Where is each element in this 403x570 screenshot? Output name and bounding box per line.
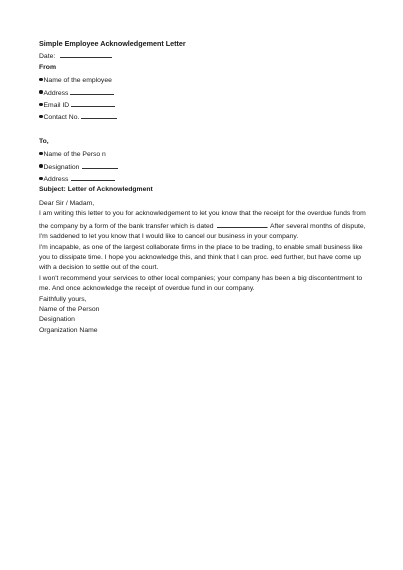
- paragraph-1-text-b: . After several months of dispute,: [266, 222, 366, 230]
- signature-name: Name of the Person: [39, 305, 100, 313]
- paragraph-2-line-1: I'm incapable, as one of the largest collaborate firms in the place to be trading, to enable small business like: [39, 243, 363, 251]
- email-blank: [71, 99, 115, 107]
- closing: Faithfully yours,: [39, 295, 87, 303]
- from-item-address: [39, 87, 369, 99]
- paragraph-1-text-a: the company by a form of the bank transfer which is dated: [39, 222, 214, 230]
- salutation: Dear Sir / Madam,: [39, 199, 95, 207]
- paragraph-1-line-3: I'm saddened to let you know that I would like to cancel our business in your company.: [39, 233, 299, 241]
- letter-body: [39, 39, 369, 336]
- bullet-icon: [39, 78, 43, 82]
- bullet-icon: [39, 152, 43, 156]
- bullet-icon: [39, 164, 43, 168]
- from-item-name: [39, 76, 369, 86]
- address-blank: [70, 87, 114, 95]
- to-item-label: Address: [43, 176, 69, 184]
- paragraph-1-line-1: I am writing this letter to you for acknowledgement to let you know that the receipt for the overdue funds from: [39, 210, 366, 218]
- letter-title: Simple Employee Acknowledgement Letter: [39, 39, 186, 48]
- signature-organization: Organization Name: [39, 326, 98, 334]
- to-heading: To,: [39, 137, 49, 145]
- to-item-designation: [39, 161, 369, 173]
- date-blank: [60, 50, 112, 58]
- from-item-label: Email ID: [43, 102, 70, 110]
- date-line: [39, 50, 369, 62]
- contact-blank: [81, 111, 117, 119]
- from-heading: From: [39, 63, 56, 71]
- to-item-label: Name of the Perso n: [43, 151, 106, 159]
- to-item-name: [39, 150, 369, 160]
- dated-blank: [217, 220, 267, 228]
- paragraph-1-line-2: [39, 220, 369, 232]
- paragraph-3-line-1: I won't recommend your services to other local companies; your company has been a big discontentment to: [39, 274, 363, 282]
- paragraph-2-line-2: you to dissipate time. I hope you acknowledge this, and think that I can proc. eed further, but have come up: [39, 253, 361, 261]
- date-label: Date:: [39, 53, 56, 61]
- from-item-label: Contact No.: [43, 114, 80, 122]
- bullet-icon: [39, 115, 43, 119]
- paragraph-2-line-3: with a decision to settle out of the court.: [39, 264, 159, 272]
- from-item-contact: [39, 111, 369, 123]
- paragraph-3-line-2: me. And once acknowledge the receipt of overdue fund in our company.: [39, 285, 255, 293]
- from-item-email: [39, 99, 369, 111]
- to-item-label: Designation: [43, 163, 80, 171]
- to-address-blank: [71, 173, 115, 181]
- signature-designation: Designation: [39, 316, 75, 324]
- subject-line: Subject: Letter of Acknowledgment: [39, 186, 153, 194]
- to-item-address: [39, 173, 369, 185]
- from-item-label: Address: [43, 89, 69, 97]
- bullet-icon: [39, 177, 43, 181]
- bullet-icon: [39, 103, 43, 107]
- bullet-icon: [39, 90, 43, 94]
- from-item-label: Name of the employee: [43, 77, 112, 85]
- designation-blank: [82, 161, 118, 169]
